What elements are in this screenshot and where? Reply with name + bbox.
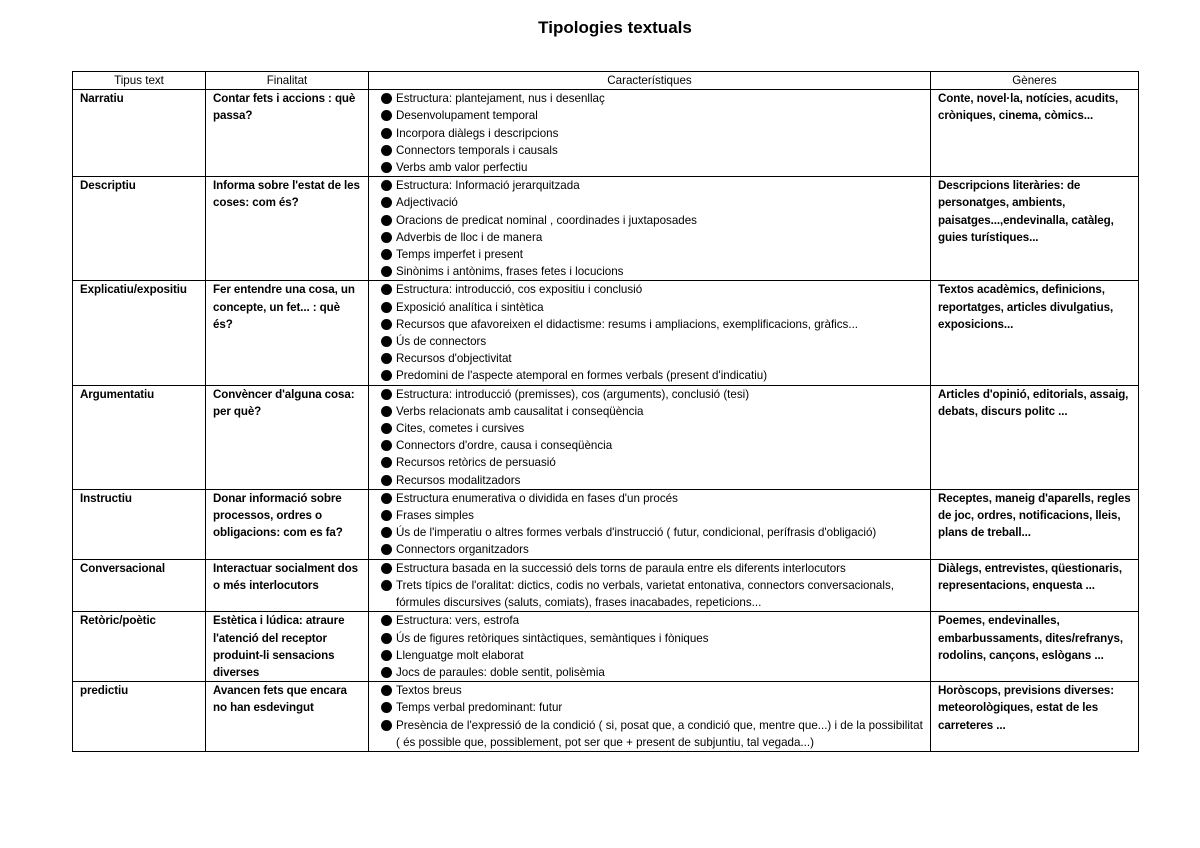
feature-item: [381, 107, 924, 124]
feature-text: Connectors temporals i causals: [396, 143, 558, 157]
feature-item: [381, 524, 924, 541]
text-type-cell: Conversacional: [73, 559, 206, 612]
purpose-cell: Avancen fets que encara no han esdevingut: [206, 682, 369, 752]
purpose-cell: Contar fets i accions : què passa?: [206, 90, 369, 177]
feature-text: Ús de l'imperatiu o altres formes verbals d'instrucció ( futur, condicional, perífrasis d'obligació): [396, 526, 877, 540]
bullet-icon: [381, 284, 392, 295]
genres-cell: Receptes, maneig d'aparells, regles de joc, ordres, notificacions, lleis, plans de treball...: [931, 489, 1139, 559]
feature-item: [381, 142, 924, 159]
purpose-cell: Estètica i lúdica: atraure l'atenció del receptor produint-li sensacions diverses: [206, 612, 369, 682]
feature-item: [381, 420, 924, 437]
bullet-icon: [381, 266, 392, 277]
feature-item: [381, 403, 924, 420]
features-cell: [369, 385, 931, 489]
feature-item: [381, 612, 924, 629]
bullet-icon: [381, 232, 392, 243]
feature-text: Estructura: vers, estrofa: [396, 614, 520, 628]
table-header-row: [73, 72, 1139, 90]
purpose-cell: Convèncer d'alguna cosa: per què?: [206, 385, 369, 489]
header-genres: Gèneres: [931, 72, 1139, 90]
bullet-icon: [381, 302, 392, 313]
feature-item: [381, 125, 924, 142]
bullet-icon: [381, 720, 392, 731]
genres-cell: Articles d'opinió, editorials, assaig, debats, discurs politc ...: [931, 385, 1139, 489]
bullet-icon: [381, 685, 392, 696]
bullet-icon: [381, 389, 392, 400]
feature-text: Incorpora diàlegs i descripcions: [396, 126, 559, 140]
bullet-icon: [381, 336, 392, 347]
bullet-icon: [381, 615, 392, 626]
header-type: Tipus text: [73, 72, 206, 90]
feature-text: Recursos que afavoreixen el didactisme: resums i ampliacions, exemplificacions, gràfics...: [396, 317, 859, 331]
table-row: [73, 281, 1139, 385]
bullet-icon: [381, 128, 392, 139]
feature-item: [381, 212, 924, 229]
table-body: [73, 90, 1139, 752]
bullet-icon: [381, 145, 392, 156]
feature-text: Jocs de paraules: doble sentit, polisèmia: [396, 665, 605, 679]
bullet-icon: [381, 423, 392, 434]
bullet-icon: [381, 544, 392, 555]
feature-text: Adverbis de lloc i de manera: [396, 230, 543, 244]
feature-item: [381, 299, 924, 316]
feature-item: [381, 577, 924, 611]
feature-text: Estructura: introducció (premisses), cos (arguments), conclusió (tesi): [396, 387, 750, 401]
bullet-icon: [381, 249, 392, 260]
table-row: [73, 612, 1139, 682]
bullet-icon: [381, 440, 392, 451]
feature-item: [381, 437, 924, 454]
feature-item: [381, 194, 924, 211]
feature-item: [381, 333, 924, 350]
feature-item: [381, 717, 924, 751]
feature-item: [381, 630, 924, 647]
bullet-icon: [381, 563, 392, 574]
features-cell: [369, 90, 931, 177]
feature-item: [381, 177, 924, 194]
feature-text: Ús de connectors: [396, 335, 487, 349]
document-title: Tipologies textuals: [538, 18, 692, 37]
bullet-icon: [381, 180, 392, 191]
feature-text: Recursos d'objectivitat: [396, 352, 512, 366]
feature-item: [381, 664, 924, 681]
feature-item: [381, 316, 924, 333]
header-features: Característiques: [369, 72, 931, 90]
feature-text: Connectors d'ordre, causa i conseqüència: [396, 439, 613, 453]
genres-cell: Descripcions literàries: de personatges, ambients, paisatges...,endevinalla, catàleg, guies turístiques...: [931, 177, 1139, 281]
bullet-icon: [381, 215, 392, 226]
bullet-icon: [381, 650, 392, 661]
feature-item: [381, 560, 924, 577]
features-cell: [369, 682, 931, 752]
feature-item: [381, 386, 924, 403]
feature-text: Frases simples: [396, 509, 474, 523]
feature-text: Presència de l'expressió de la condició ( si, posat que, a condició que, mentre que...) i de la possibilitat ( és possible que, possiblement, pot ser que + present de subjuntiu, tal vegada...): [396, 718, 923, 749]
text-type-cell: Explicatiu/expositiu: [73, 281, 206, 385]
feature-text: Temps verbal predominant: futur: [396, 701, 563, 715]
bullet-icon: [381, 110, 392, 121]
text-type-cell: Argumentatiu: [73, 385, 206, 489]
genres-cell: Textos acadèmics, definicions, reportatges, articles divulgatius, exposicions...: [931, 281, 1139, 385]
bullet-icon: [381, 406, 392, 417]
features-cell: [369, 281, 931, 385]
feature-text: Adjectivació: [396, 196, 458, 210]
feature-text: Ús de figures retòriques sintàctiques, semàntiques i fòniques: [396, 631, 709, 645]
feature-text: Recursos retòrics de persuasió: [396, 456, 556, 470]
feature-item: [381, 507, 924, 524]
feature-item: [381, 229, 924, 246]
table-row: [73, 385, 1139, 489]
bullet-icon: [381, 580, 392, 591]
genres-cell: Horòscops, previsions diverses: meteorològiques, estat de les carreteres ...: [931, 682, 1139, 752]
text-type-cell: Narratiu: [73, 90, 206, 177]
features-cell: [369, 489, 931, 559]
bullet-icon: [381, 527, 392, 538]
feature-text: Verbs relacionats amb causalitat i conseqüència: [396, 404, 644, 418]
feature-item: [381, 541, 924, 558]
feature-item: [381, 490, 924, 507]
bullet-icon: [381, 667, 392, 678]
feature-text: Estructura enumerativa o dividida en fases d'un procés: [396, 491, 678, 505]
feature-item: [381, 263, 924, 280]
text-types-table: [72, 71, 1139, 752]
feature-text: Connectors organitzadors: [396, 543, 529, 557]
feature-text: Trets típics de l'oralitat: dictics, codis no verbals, varietat entonativa, connectors conversacionals, fórmules discursives (saluts, comiats), frases inacabades, repeticions...: [396, 578, 894, 610]
feature-text: Estructura: plantejament, nus i desenllaç: [396, 92, 605, 106]
bullet-icon: [381, 475, 392, 486]
header-purpose: Finalitat: [206, 72, 369, 90]
genres-cell: Conte, novel·la, notícies, acudits, cròniques, cinema, còmics...: [931, 90, 1139, 177]
bullet-icon: [381, 370, 392, 381]
bullet-icon: [381, 493, 392, 504]
feature-item: [381, 367, 924, 384]
feature-item: [381, 699, 924, 716]
feature-item: [381, 159, 924, 176]
bullet-icon: [381, 197, 392, 208]
bullet-icon: [381, 353, 392, 364]
text-type-cell: Instructiu: [73, 489, 206, 559]
feature-text: Cites, cometes i cursives: [396, 422, 525, 436]
feature-item: [381, 350, 924, 367]
bullet-icon: [381, 702, 392, 713]
feature-text: Textos breus: [396, 684, 462, 698]
feature-text: Estructura: introducció, cos expositiu i conclusió: [396, 283, 643, 297]
purpose-cell: Informa sobre l'estat de les coses: com és?: [206, 177, 369, 281]
feature-text: Estructura: Informació jerarquitzada: [396, 179, 580, 193]
purpose-cell: Donar informació sobre processos, ordres o obligacions: com es fa?: [206, 489, 369, 559]
text-type-cell: Retòric/poètic: [73, 612, 206, 682]
feature-item: [381, 246, 924, 263]
feature-text: Recursos modalitzadors: [396, 473, 521, 487]
table-row: [73, 682, 1139, 752]
genres-cell: Diàlegs, entrevistes, qüestionaris, representacions, enquesta ...: [931, 559, 1139, 612]
feature-item: [381, 454, 924, 471]
table-row: [73, 489, 1139, 559]
feature-text: Llenguatge molt elaborat: [396, 648, 524, 662]
bullet-icon: [381, 162, 392, 173]
feature-item: [381, 281, 924, 298]
feature-item: [381, 90, 924, 107]
bullet-icon: [381, 457, 392, 468]
genres-cell: Poemes, endevinalles, embarbussaments, dites/refranys, rodolins, cançons, eslògans ...: [931, 612, 1139, 682]
bullet-icon: [381, 319, 392, 330]
text-type-cell: Descriptiu: [73, 177, 206, 281]
purpose-cell: Interactuar socialment dos o més interlocutors: [206, 559, 369, 612]
feature-text: Sinònims i antònims, frases fetes i locucions: [396, 265, 624, 279]
bullet-icon: [381, 510, 392, 521]
feature-item: [381, 682, 924, 699]
feature-text: Exposició analítica i sintètica: [396, 300, 544, 314]
features-cell: [369, 612, 931, 682]
feature-item: [381, 472, 924, 489]
text-type-cell: predictiu: [73, 682, 206, 752]
feature-text: Oracions de predicat nominal , coordinades i juxtaposades: [396, 213, 697, 227]
feature-item: [381, 647, 924, 664]
table-row: [73, 177, 1139, 281]
feature-text: Verbs amb valor perfectiu: [396, 161, 528, 175]
table-row: [73, 90, 1139, 177]
features-cell: [369, 559, 931, 612]
purpose-cell: Fer entendre una cosa, un concepte, un fet... : què és?: [206, 281, 369, 385]
feature-text: Temps imperfet i present: [396, 248, 523, 262]
table-row: [73, 559, 1139, 612]
feature-text: Predomini de l'aspecte atemporal en formes verbals (present d'indicatiu): [396, 369, 768, 383]
bullet-icon: [381, 93, 392, 104]
feature-text: Desenvolupament temporal: [396, 109, 538, 123]
feature-text: Estructura basada en la successió dels torns de paraula entre els diferents interlocutors: [396, 561, 846, 575]
bullet-icon: [381, 633, 392, 644]
features-cell: [369, 177, 931, 281]
